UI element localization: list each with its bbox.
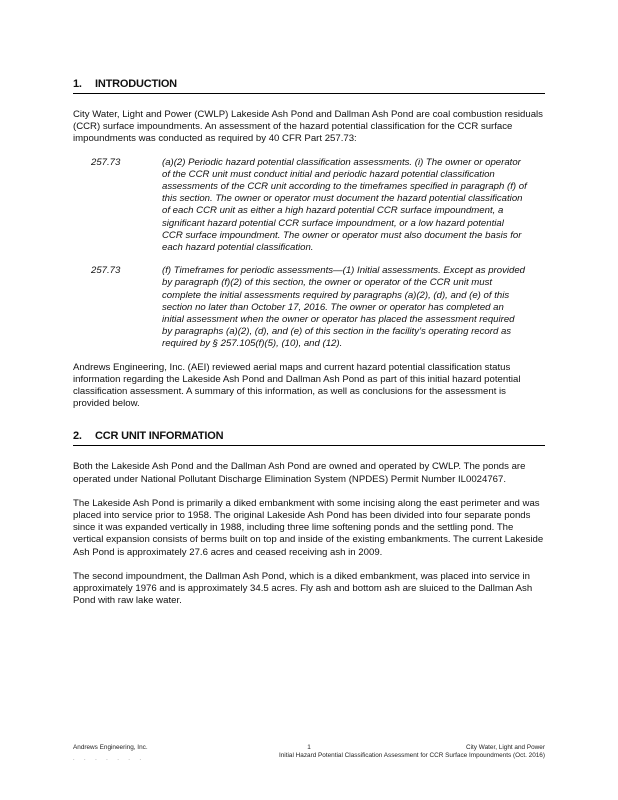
regulation-quote-1 — [73, 157, 545, 255]
regulation-ref: 257.73 — [91, 265, 121, 277]
dallman-pond-paragraph: The second impoundment, the Dallman Ash Pond, which is a diked embankment, was placed into service in approximately 1976 and is approximately 34.5 acres. Fly ash and bottom ash are sluiced to the Dallman Ash Pond with raw lake water. — [73, 570, 533, 607]
footer-page-number: 1 — [307, 744, 311, 751]
aei-review-paragraph: Andrews Engineering, Inc. (AEI) reviewed aerial maps and current hazard potential classification status information regarding the Lakeside Ash Pond and Dallman Ash Pond as part of this initial hazard potential classification assessment. A summary of this information, as well as conclusions for the assessment is provided below. — [73, 361, 521, 410]
section-heading-introduction — [73, 78, 545, 94]
ownership-paragraph: Both the Lakeside Ash Pond and the Dallman Ash Pond are owned and operated by CWLP. The ponds are operated under National Pollutant Discharge Elimination System (NPDES) Permit Number IL0024767. — [73, 461, 526, 485]
footer-client: City Water, Light and Power — [466, 744, 545, 751]
footer-dots: · · · · · · · — [73, 757, 145, 763]
section-heading-ccr-unit — [73, 430, 545, 446]
footer-document-title: Initial Hazard Potential Classification Assessment for CCR Surface Impoundments (Oct. 2016) — [278, 752, 545, 759]
section-title: INTRODUCTION — [95, 78, 177, 90]
section-number: 2. — [73, 430, 82, 443]
footer-company: Andrews Engineering, Inc. — [73, 744, 148, 751]
regulation-quote-2 — [73, 265, 545, 350]
intro-paragraph: City Water, Light and Power (CWLP) Lakeside Ash Pond and Dallman Ash Pond are coal combustion residuals (CCR) surface impoundments. An assessment of the hazard potential classification for the CCR surface impoundments was conducted as required by 40 CFR Part 257.73: — [73, 109, 543, 145]
section-number: 1. — [73, 78, 82, 90]
lakeside-pond-paragraph: The Lakeside Ash Pond is primarily a diked embankment with some incising along the east perimeter and was placed into service prior to 1958. The original Lakeside Ash Pond has been divided into four separate ponds since it was expanded vertically in 1988, including three lime softening ponds and the settling pond. The vertical expansion consists of berms built on top and inside of the existing embankments. The current Lakeside Ash Pond is approximately 27.6 acres and ceased receiving ash in 2009. — [73, 497, 544, 558]
regulation-text: (a)(2) Periodic hazard potential classification assessments. (i) The owner or operator of the CCR unit must conduct initial and periodic hazard potential classification assessments of the CCR unit according to the timeframes specified in paragraph (f) of this section. The owner or operator must document the hazard potential classification of each CCR unit as either a high hazard potential CCR surface impoundment, a significant hazard potential CCR surface impoundment, or a low hazard potential CCR surface impoundment. The owner or operator must also document the basis for each hazard potential classification. — [162, 156, 527, 254]
document-page — [73, 78, 545, 608]
page-footer — [73, 744, 545, 763]
regulation-ref: 257.73 — [91, 156, 121, 168]
regulation-text: (f) Timeframes for periodic assessments—(1) Initial assessments. Except as provided by paragraph (f)(2) of this section, the owner or operator of the CCR unit must complete the initial assessments required by paragraphs (a)(2), (d), and (e) of this section no later than October 17, 2016. The owner or operator has completed an initial assessment when the owner or operator has placed the assessment required by paragraphs (a)(2), (d), and (e) of this section in the facility’s operating record as required by § 257.105(f)(5), (10), and (12). — [162, 265, 526, 350]
section-title: CCR UNIT INFORMATION — [95, 430, 224, 443]
